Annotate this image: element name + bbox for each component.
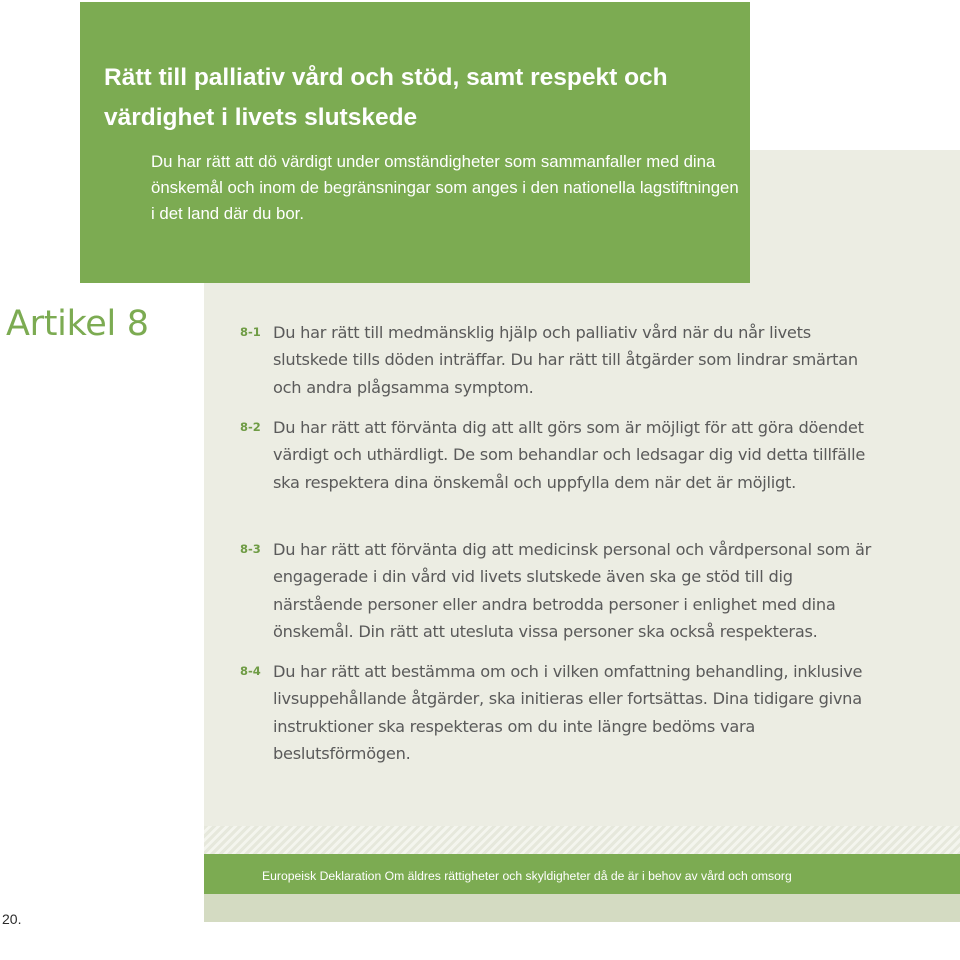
footer-text: Europeisk Deklaration Om äldres rättigheter och skyldigheter då de är i behov av vård och omsorg bbox=[262, 868, 792, 883]
item-number: 8-1 bbox=[240, 325, 261, 339]
article-heading: Artikel 8 bbox=[6, 304, 149, 344]
item-text: Du har rätt att bestämma om och i vilken omfattning behandling, inklusive livsuppehållande åtgärder, ska initieras eller fortsättas. Dina tidigare givna instruktioner ska respekteras om du inte längre bedöms vara beslutsförmögen. bbox=[273, 662, 863, 763]
page-title: Rätt till palliativ vård och stöd, samt respekt och värdighet i livets slutskede bbox=[104, 64, 668, 131]
item-text: Du har rätt att förvänta dig att medicinsk personal och vårdpersonal som är engagerade i din vård vid livets slutskede även ska ge stöd till dig närstående personer eller andra betrodda personer i enlighet med dina önskemål. Din rätt att utesluta vissa personer ska också respekteras. bbox=[273, 540, 872, 641]
header-box bbox=[80, 2, 750, 283]
item-number: 8-3 bbox=[240, 542, 261, 556]
intro-text: Du har rätt att dö värdigt under omständigheter som sammanfaller med dina önskemål och inom de begränsningar som anges i den nationella lagstiftningen i det land där du bor. bbox=[151, 152, 739, 223]
item-number: 8-4 bbox=[240, 664, 261, 678]
item-text: Du har rätt att förvänta dig att allt görs som är möjligt för att göra döendet värdigt och uthärdligt. De som behandlar och ledsagar dig vid detta tillfälle ska respektera dina önskemål och uppfylla dem när det är möjligt. bbox=[273, 418, 866, 492]
page-number: 20. bbox=[2, 911, 22, 927]
item-number: 8-2 bbox=[240, 420, 261, 434]
decorative-stripe-band bbox=[204, 826, 960, 854]
decorative-bottom-band bbox=[204, 894, 960, 922]
footer-bar bbox=[204, 854, 960, 894]
item-text: Du har rätt till medmänsklig hjälp och palliativ vård när du når livets slutskede tills döden inträffar. Du har rätt till åtgärder som lindrar smärtan och andra plågsamma symptom. bbox=[273, 323, 858, 397]
